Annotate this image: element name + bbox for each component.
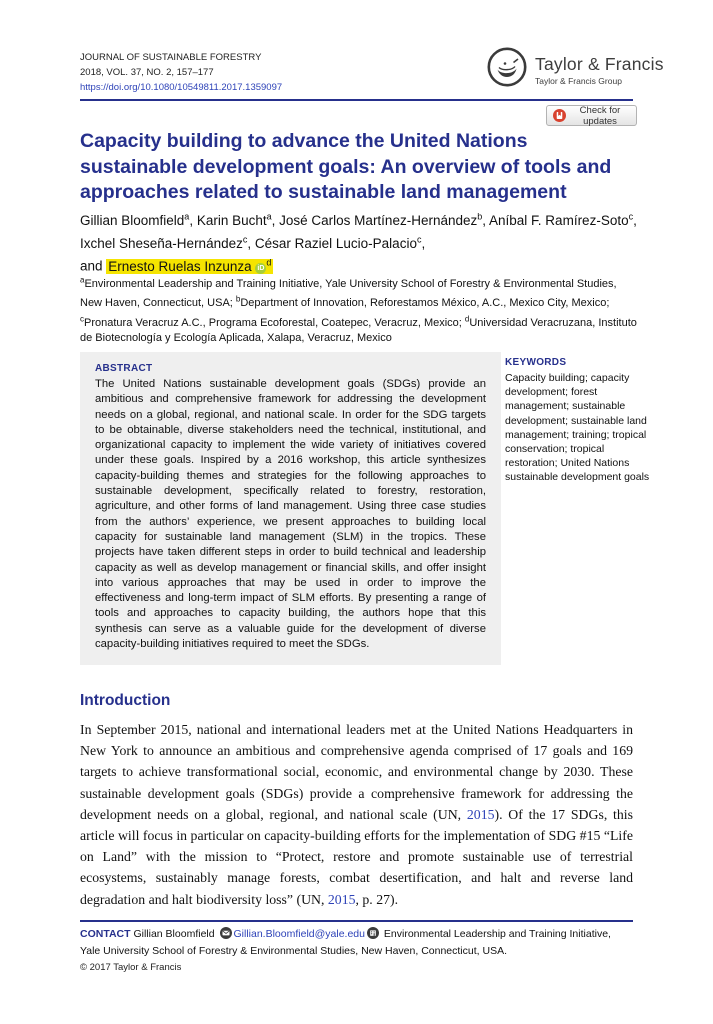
author-affiliation-mark: a [184, 211, 190, 221]
affiliations [80, 272, 640, 346]
section-heading-introduction: Introduction [80, 692, 171, 709]
keywords-box [505, 357, 655, 485]
affiliation-mark: b [235, 294, 241, 304]
paragraph-text: , p. 27). [355, 891, 399, 907]
author [80, 213, 197, 228]
author-name: José Carlos Martínez-Hernández [279, 212, 478, 228]
affiliation-text: Department of Innovation, Reforestamos México, A.C., Mexico City, Mexico; [240, 297, 610, 310]
email-icon [220, 930, 232, 942]
abstract-heading: ABSTRACT [95, 363, 153, 374]
author-name: César Raziel Lucio-Palacio [254, 235, 417, 251]
author-separator: , [271, 212, 280, 228]
author [197, 213, 279, 228]
abstract-box [80, 352, 501, 665]
citation-link[interactable]: 2015 [327, 891, 356, 907]
journal-name: JOURNAL OF SUSTAINABLE FORESTRY [80, 52, 262, 63]
author-affiliation-mark: c [416, 234, 422, 244]
author-affiliation-mark: b [477, 211, 483, 221]
author-list [80, 207, 640, 276]
contact-block [80, 927, 633, 958]
keywords-heading: KEYWORDS [505, 357, 567, 368]
contact-email-link[interactable]: Gillian.Bloomfield@yale.edu [233, 928, 365, 940]
author [255, 236, 425, 251]
author-name: Ernesto Ruelas Inzunza [108, 258, 252, 274]
author-name: Aníbal F. Ramírez-Soto [489, 212, 629, 228]
author-separator: , [247, 235, 255, 251]
volume-issue-pages: 2018, VOL. 37, NO. 2, 157–177 [80, 67, 214, 78]
copyright-line: © 2017 Taylor & Francis [80, 962, 182, 973]
publisher-logo [486, 46, 664, 93]
introduction-paragraph [80, 719, 633, 910]
affiliation-mark: c [80, 314, 84, 324]
author-affiliation-mark: d [266, 257, 272, 267]
footer-divider [80, 920, 633, 922]
author-affiliation-mark: a [266, 211, 272, 221]
affiliation-mark: d [464, 314, 470, 324]
author-separator: , [482, 212, 490, 228]
author [489, 213, 637, 228]
orcid-icon[interactable]: iD [255, 263, 266, 274]
contact-label: CONTACT [80, 928, 131, 940]
publisher-group: Taylor & Francis Group [535, 75, 622, 86]
publisher-name: Taylor & Francis [535, 53, 664, 74]
journal-header [80, 50, 440, 95]
affiliation-text: Pronatura Veracruz A.C., Programa Ecoforestal, Coatepec, Veracruz, Mexico; [84, 316, 465, 329]
article-title: Capacity building to advance the United Nations sustainable development goals: An overview of tools and approaches related to sustainable land management [80, 130, 612, 203]
paragraph-text: In September 2015, national and international leaders met at the United Nations Headquarters in New York to announce an ambitious and comprehensive agenda comprised of 17 goals and 169 targets to achieve transformational social, economic, and environmental change by 2030. These sustainable development goals (SDGs) provide a comprehensive framework for addressing the development needs on a global, regional, and national scale (UN, [80, 722, 633, 822]
affiliation-mark: a [80, 275, 85, 284]
publisher-name-block [535, 54, 664, 86]
contact-name: Gillian Bloomfield [130, 928, 218, 940]
paragraph-text: ). Of the 17 SDGs, this article will focus in particular on capacity-building efforts for the implementation of SDG #15 “Life on Land” with the mission to “Protect, restore and promote sustainable use of terrestrial ecosystems, sustainably manage forests, combat desertification, and halt and reverse land degradation and halt biodiversity loss” (UN, [80, 806, 633, 907]
affiliation [80, 314, 465, 329]
affiliation-text: Environmental Leadership and Training Initiative, Yale University School of Forestry & Environmental Studies, New Haven, Connecticut, USA; [80, 277, 617, 310]
crossmark-icon [553, 109, 566, 122]
keywords-text: Capacity building; capacity development; forest management; sustainable development; sustainable land management; training; tropical conservation; tropical restoration; United Nations sustainable development goals [505, 372, 650, 484]
affiliation-text: Universidad Veracruzana, Instituto de Biotecnología y Ecología Aplicada, Xalapa, Veracruz, Mexico [80, 316, 637, 344]
author-conjunction: and [80, 258, 107, 274]
author [80, 236, 255, 251]
abstract-text: The United Nations sustainable development goals (SDGs) provide an ambitious and comprehensive framework for addressing the development needs on a global, regional, and national scale. In order for the SDG targets to be obtainable, diverse stakeholders need the technical, institutional, and organizational capacity to implement the wide variety of initiatives covered under these goals. Inspired by a 2016 workshop, this article synthesizes capacity-building themes and strategies for the following approaches to sustainable development, specifically related to forestry, restoration, agriculture, and other forms of land management. Using three case studies from the authors’ experience, we present approaches to building local capacity for sustainable land management (SLM) in the tropics. These projects have taken different steps in order to build technical and leadership capacity as well as develop management or financial skills, and offer insight into various approaches that may be used in order to improve the effectiveness and long-term impact of SLM efforts. By presenting a range of tools and approaches to capacity building, the authors hope that this synthesis can serve as a valuable guide for the development of diverse capacity-building initiatives required to meet the SDGs. [95, 378, 486, 651]
affiliation [235, 294, 610, 310]
author-name: Ixchel Sheseña-Hernández [80, 235, 243, 251]
check-for-updates-label: Check for updates [579, 104, 621, 127]
contact-address: Environmental Leadership and Training Initiative, Yale University School of Forestry & Environmental Studies, New Haven, Connecticut, USA. [80, 928, 611, 957]
author-separator: , [189, 212, 197, 228]
author [279, 213, 489, 228]
author-affiliation-mark: c [628, 211, 634, 221]
taylor-francis-logo-icon [486, 46, 528, 93]
institution-icon [367, 930, 379, 942]
author-separator: , [633, 212, 637, 228]
doi-link[interactable]: https://doi.org/10.1080/10549811.2017.1359097 [80, 82, 283, 93]
citation-link[interactable]: 2015 [466, 806, 495, 822]
check-for-updates-button[interactable] [546, 105, 637, 126]
author-name: Gillian Bloomfield [80, 212, 185, 228]
author-affiliation-mark: c [242, 234, 248, 244]
author-name: Karin Bucht [196, 212, 267, 228]
author-separator: , [421, 235, 426, 251]
header-divider [80, 99, 633, 101]
